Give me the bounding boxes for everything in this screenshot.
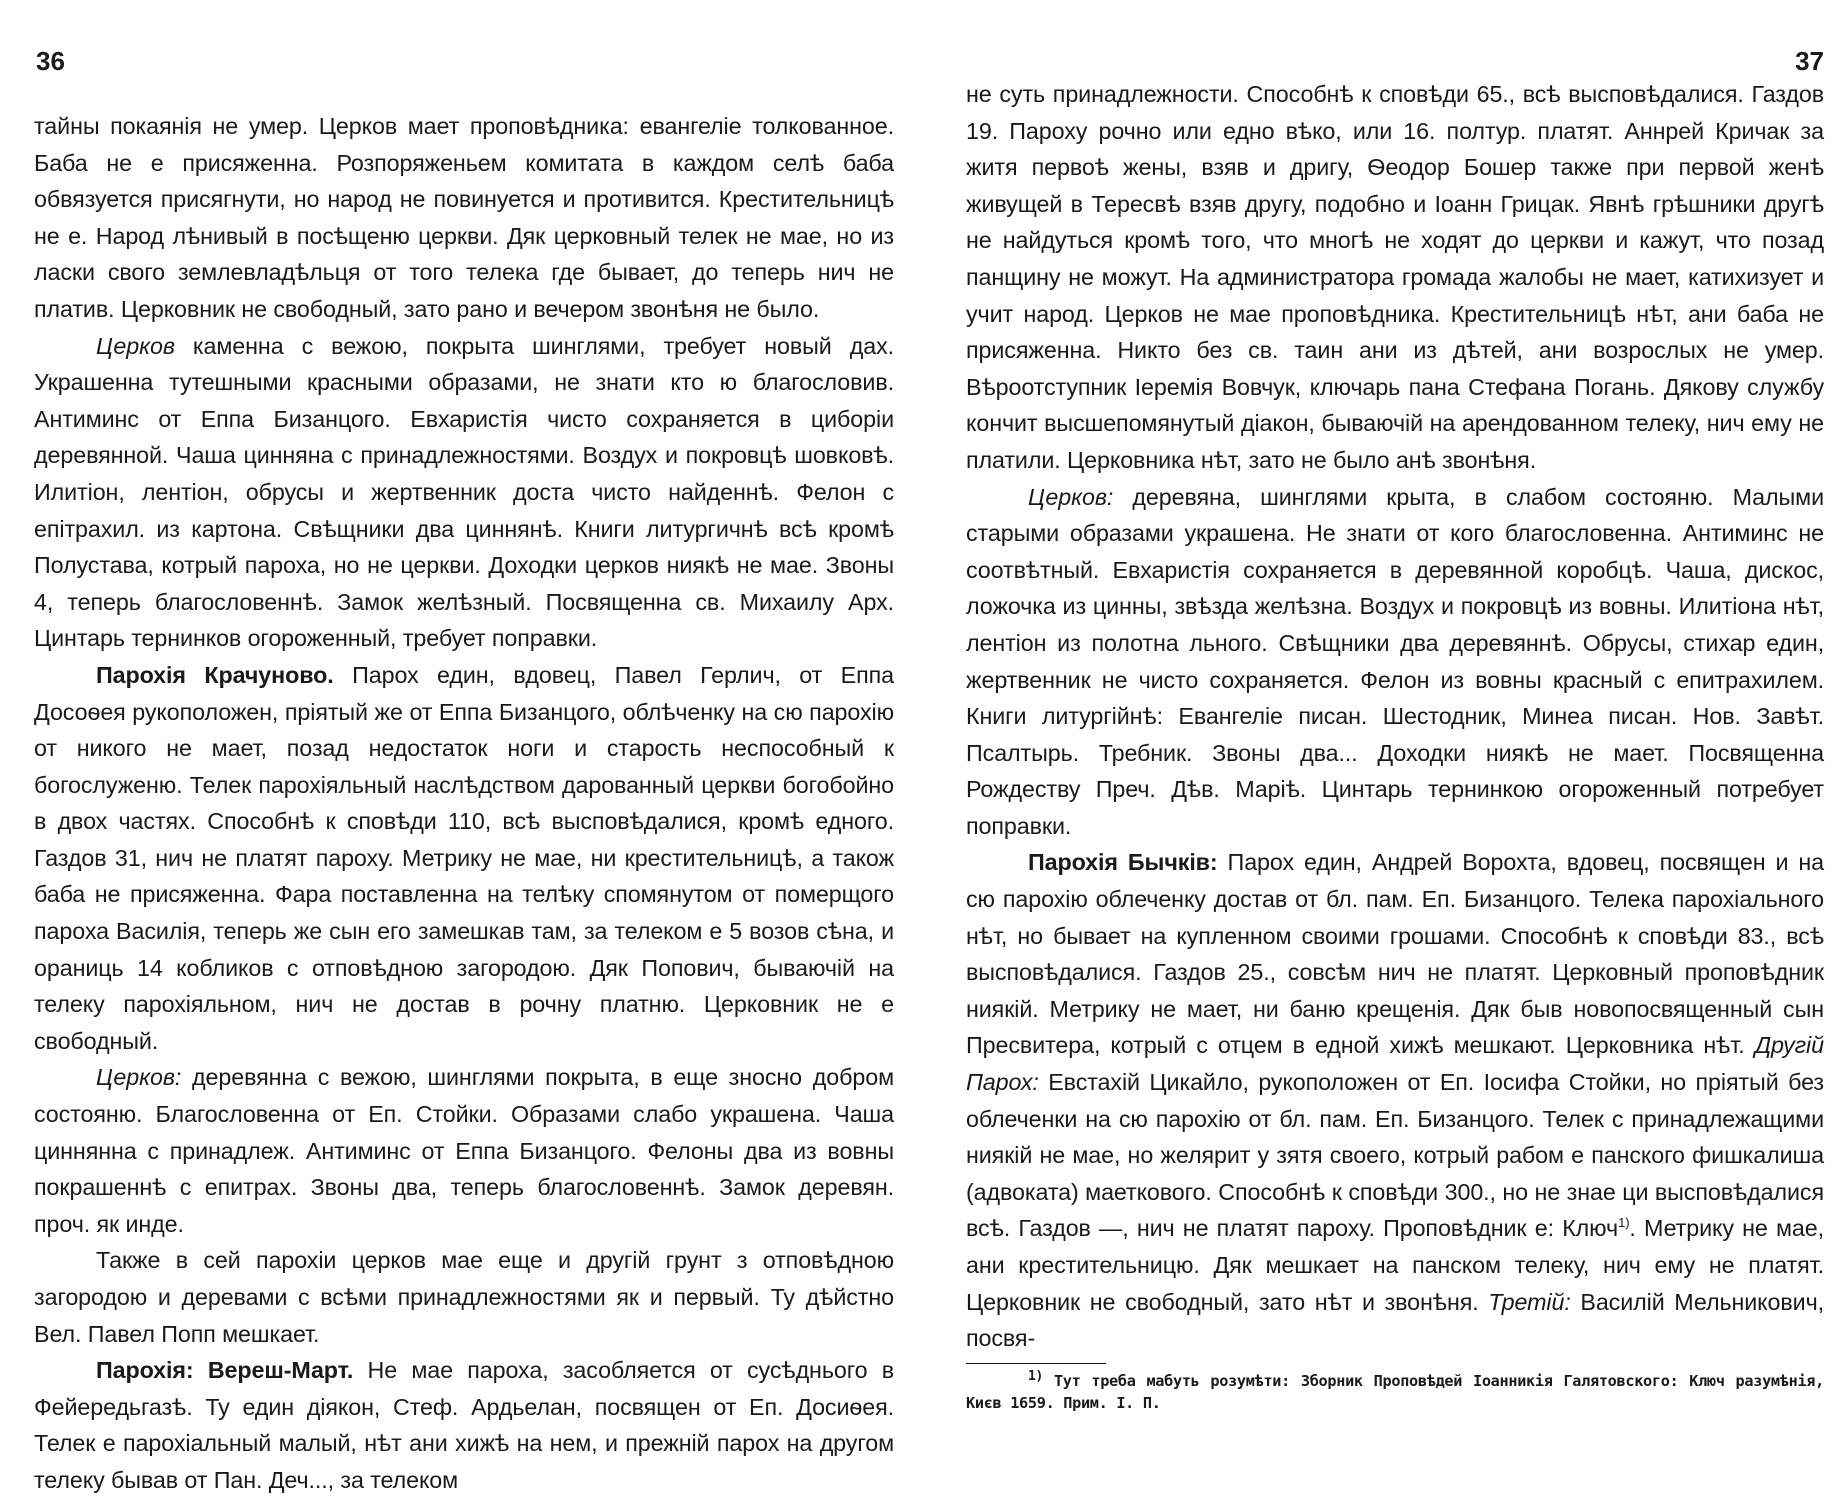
- section-label: Третій:: [1488, 1288, 1571, 1315]
- paragraph-text: деревяна, шинглями крыта, в слабом состояню. Малыми старыми образами украшена. Не знати от кого благословенна. Антиминс не соотвѣтный. Евхаристія сохраняется в деревянной коробцѣ. Чаша, дискос, ложочка из цинны, звѣзда желѣзна. Воздух и покровцѣ из вовны. Илитіона нѣт, лентіон из полотна льного. Свѣщники два деревяннѣ. Обрусы, стихар един, жертвенник не чисто сохраняется. Фелон из вовны красный с епитрахилем. Книги литургійнѣ: Евангеліе писан. Шестодник, Минеа писан. Нов. Завѣт. Псалтырь. Требник. Звоны два... Доходки ниякѣ не мает. Посвященна Рождеству Преч. Дѣв. Маріѣ. Цинтарь тернинкою огороженный потребует поправки.: [966, 483, 1824, 839]
- page-body: [34, 108, 894, 1499]
- paragraph: [34, 657, 894, 1060]
- section-label: Церков: [96, 332, 175, 359]
- page-number: 36: [36, 46, 65, 76]
- paragraph-text: Парох един, вдовец, Павел Герлич, от Еппа Досоѳея рукоположен, пріятый же от Еппа Бизанцого, облѣченку на сю парохію от никого не мает, позад недостаток ноги и старость неспособный к богослуженю. Телек парохіяльный наслѣдством дарованный церкви богобойно в двох частях. Способнѣ к сповѣди 110, всѣ высповѣдалися, кромѣ едного. Газдов 31, нич не платят пароху. Метрику не мае, ни крестительницѣ, а також баба не присяженна. Фара поставленна на телѣку спомянутом от померщого пароха Василія, теперь же сын его замешкав там, за телеком е 5 возов сѣна, и ораниць 14 кобликов с отповѣдною загородою. Дяк Попович, бываючій на телеку парохіяльном, нич не достав в рочну платню. Церковник не е свободный.: [34, 661, 894, 1054]
- paragraph-text: Не мае пароха, засобляется от сусѣднього в Фейередьгазѣ. Ту един діякон, Стеф. Ардьелан, посвящен от Еп. Досиѳея. Телек е парохіальный малый, нѣт ани хижѣ на нем, и прежній парох на другом телеку бывав от Пан. Деч..., за телеком: [34, 1357, 894, 1493]
- paragraph-text: Евстахій Цикайло, рукоположен от Еп. Іосифа Стойки, но пріятый без облеченки на сю парохію от бл. пам. Еп. Бизанцого. Телек с принадлежащими ниякій не мае, но желярит у зятя своего, котрый рабом е панского фишкалиша (адвоката) маеткового. Способнѣ к сповѣди 300., но не знае ци высповѣдалися всѣ. Газдов —, нич не платят пароху. Проповѣдник е: Ключ: [966, 1069, 1824, 1242]
- paragraph-text: Парох един, Андрей Ворохта, вдовец, посвящен и на сю парохію облеченку достав от бл. пам. Еп. Бизанцого. Телека парохіального нѣт, но бывает на купленном своими грошами. Способнѣ к сповѣди 83., всѣ высповѣдалися. Газдов 25., совсѣм нич не платят. Церковный проповѣдник ниякій. Метрику не мает, ни баню крещенія. Дяк быв новопосвященный сын Пресвитера, котрый с отцем в едной хижѣ мешкают. Церковника нѣт.: [966, 849, 1824, 1059]
- page-number: 37: [1795, 46, 1824, 76]
- paragraph-text: каменна с вежою, покрыта шинглями, требует новый дах. Украшенна тутешными красными образами, не знати кто ю благословив. Антиминс от Еппа Бизанцого. Евхаристія чисто сохраняется в циборіи деревянной. Чаша цинняна с принадлежностями. Воздух и покровцѣ шовковѣ. Илитіон, лентіон, обрусы и жертвенник доста чисто найденнѣ. Фелон с епітрахил. из картона. Свѣщники два циннянѣ. Книги литургичнѣ всѣ кромѣ Полустава, котрый пароха, но не церкви. Доходки церков ниякѣ не мае. Звоны 4, теперь благословеннѣ. Замок желѣзный. Посвященна св. Михаилу Арх. Цинтарь тернинков огороженный, требует поправки.: [34, 332, 894, 652]
- parish-title: Парохія Бычків:: [1028, 849, 1218, 876]
- paragraph: [34, 1059, 894, 1242]
- paragraph: [34, 328, 894, 657]
- parish-title: Парохія Крачуново.: [96, 661, 334, 688]
- page-body: [966, 76, 1824, 1414]
- footnote: [966, 1370, 1824, 1414]
- paragraph: тайны покаянія не умер. Церков мает проповѣдника: евангеліе толкованное. Баба не е присяженна. Розпоряженьем комитата в каждом селѣ баба обвязуется присягнути, но народ не повинуется и противится. Крестительницѣ не е. Народ лѣнивый в посѣщеню церкви. Дяк церковный телек не мае, но из ласки свого землевладѣльця от того телека где бывает, до теперь нич не платив. Церковник не свободный, зато рано и вечером звонѣня не было.: [34, 113, 894, 322]
- parish-title: Парохія: Вереш-Март.: [96, 1357, 354, 1384]
- paragraph: [966, 844, 1824, 1356]
- paragraph-text: . Метрику не мае, ани крестительницю. Дяк мешкает на панском телеку, нич ему не платят. Церковник не свободный, зато нѣт и звонѣня.: [966, 1215, 1824, 1315]
- section-label: Церков:: [96, 1064, 182, 1091]
- paragraph: [966, 479, 1824, 845]
- section-label: Церков:: [1028, 483, 1114, 510]
- footnote-text: Тут треба мабуть розумѣти: Зборник Проповѣдей Іоанникія Галятовского: Ключ разумѣнія, Києв 1659. Прим. І. П.: [966, 1371, 1824, 1412]
- paragraph-text: Василій Мельникович, посвя-: [966, 1288, 1824, 1352]
- paragraph-text: деревянна с вежою, шинглями покрыта, в еще зносно добром состояню. Благословенна от Еп. Стойки. Образами слабо украшена. Чаша циннянна с принадлеж. Антиминс от Еппа Бизанцого. Фелоны два из вовны покрашеннѣ с епитрах. Звоны два, теперь благословеннѣ. Замок деревян. проч. як инде.: [34, 1064, 894, 1237]
- footnote-reference[interactable]: 1): [1618, 1215, 1630, 1231]
- footnote-divider: [966, 1363, 1106, 1364]
- paragraph: [34, 1352, 894, 1498]
- section-label: Другій Парох:: [966, 1032, 1824, 1096]
- paragraph: Также в сей парохіи церков мае еще и другій грунт з отповѣдною загородою и деревами с всѣми принадлежностями як и первый. Ту дѣйстно Вел. Павел Попп мешкает.: [34, 1247, 894, 1347]
- footnote-marker: 1): [1028, 1368, 1044, 1384]
- paragraph: не суть принадлежности. Способнѣ к сповѣди 65., всѣ высповѣдалися. Газдов 19. Пароху рочно или едно вѣко, или 16. полтур. платят. Аннрей Кричак за житя первоѣ жены, взяв и дригу, Ѳеодор Бошер также при первой женѣ живущей в Тересвѣ взяв другу, подобно и Іоанн Грицак. Явнѣ грѣшники другѣ не найдуться кромѣ того, что многѣ не ходят до церкви и кажут, что позад панщину не можут. На администратора громада жалобы не мает, катихизует и учит народ. Церков не мае проповѣдника. Крестительницѣ нѣт, ани баба не присяженна. Никто без св. таин ани из дѣтей, ани возрослых не умер. Вѣроотступник Іеремія Вовчук, ключарь пана Стефана Погань. Дякову службу кончит высшепомянутый діакон, бываючій на арендованном телеку, нич ему не платили. Церковника нѣт, зато не было анѣ звонѣня.: [966, 81, 1824, 473]
